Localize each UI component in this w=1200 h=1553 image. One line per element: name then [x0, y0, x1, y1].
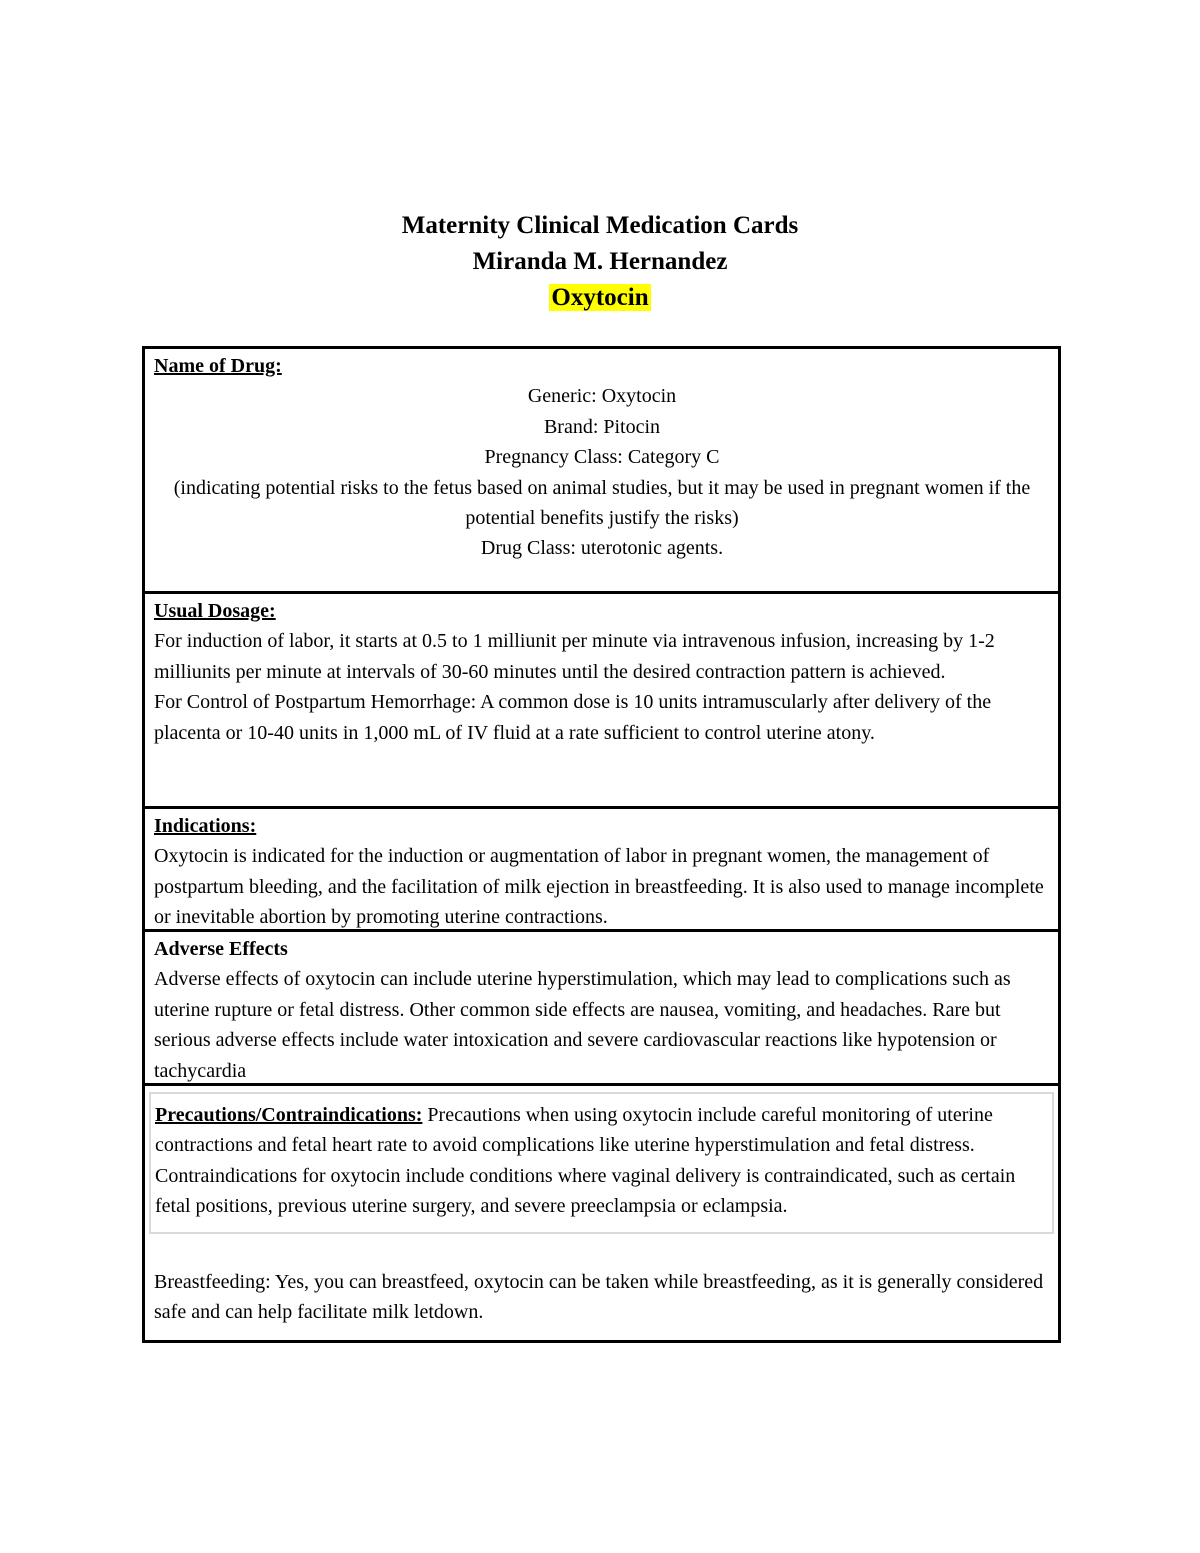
document-title: Maternity Clinical Medication Cards	[401, 212, 799, 239]
document-header	[0, 208, 1200, 316]
adverse-effects-heading: Adverse Effects	[154, 938, 288, 960]
pregnancy-class: Pregnancy Class: Category C	[484, 446, 720, 469]
induction-dosage: For induction of labor, it starts at 0.5 to 1 milliunit per minute via intravenous infusion, increasing by 1-2 milliunits per minute at intervals of 30-60 minutes until the desired contraction pattern is achieved.	[154, 630, 995, 683]
breastfeeding-section	[145, 1264, 1058, 1340]
precautions-text: Precautions when using oxytocin include careful monitoring of uterine contractions and fetal heart rate to avoid complications like uterine hyperstimulation and fetal distress. Contraindications for oxytocin include conditions where vaginal delivery is contraindicated, such as certain fetal positions, previous uterine surgery, and severe preeclampsia or eclampsia.	[155, 1104, 1016, 1218]
breastfeeding-text: Breastfeeding: Yes, you can breastfeed, oxytocin can be taken while breastfeeding, as it is generally considered safe and can help facilitate milk letdown.	[154, 1271, 1044, 1324]
indications-section	[145, 809, 1058, 932]
drug-class: Drug Class: uterotonic agents.	[480, 537, 724, 560]
precautions-section	[145, 1086, 1058, 1264]
indications-text: Oxytocin is indicated for the induction or augmentation of labor in pregnant women, the management of postpartum bleeding, and the facilitation of milk ejection in breastfeeding. It is also used to manage incomplete or inevitable abortion by promoting uterine contractions.	[154, 845, 1044, 929]
brand-name: Brand: Pitocin	[543, 415, 661, 438]
generic-name: Generic: Oxytocin	[527, 385, 677, 408]
adverse-effects-section	[145, 932, 1058, 1086]
adverse-effects-text: Adverse effects of oxytocin can include uterine hyperstimulation, which may lead to complications such as uterine rupture or fetal distress. Other common side effects are nausea, vomiting, and headaches. Rare but serious adverse effects include water intoxication and severe cardiovascular reactions like hypotension or tachycardia	[154, 968, 1011, 1082]
name-of-drug-heading: Name of Drug:	[154, 355, 282, 377]
drug-title-highlight: Oxytocin	[551, 284, 649, 311]
usual-dosage-section	[145, 594, 1058, 809]
medication-card	[142, 346, 1061, 1343]
pregnancy-class-note: (indicating potential risks to the fetus based on animal studies, but it may be used in pregnant women if the potential benefits justify the risks)	[173, 476, 1031, 530]
usual-dosage-heading: Usual Dosage:	[154, 600, 276, 622]
precautions-heading: Precautions/Contraindications:	[155, 1104, 423, 1126]
drug-title	[0, 280, 1200, 316]
name-of-drug-section	[145, 349, 1058, 594]
postpartum-dosage: For Control of Postpartum Hemorrhage: A common dose is 10 units intramuscularly after delivery of the placenta or 10-40 units in 1,000 mL of IV fluid at a rate sufficient to control uterine atony.	[154, 691, 992, 744]
author-name: Miranda M. Hernandez	[472, 248, 728, 275]
indications-heading: Indications:	[154, 815, 257, 837]
precautions-box	[149, 1092, 1054, 1234]
